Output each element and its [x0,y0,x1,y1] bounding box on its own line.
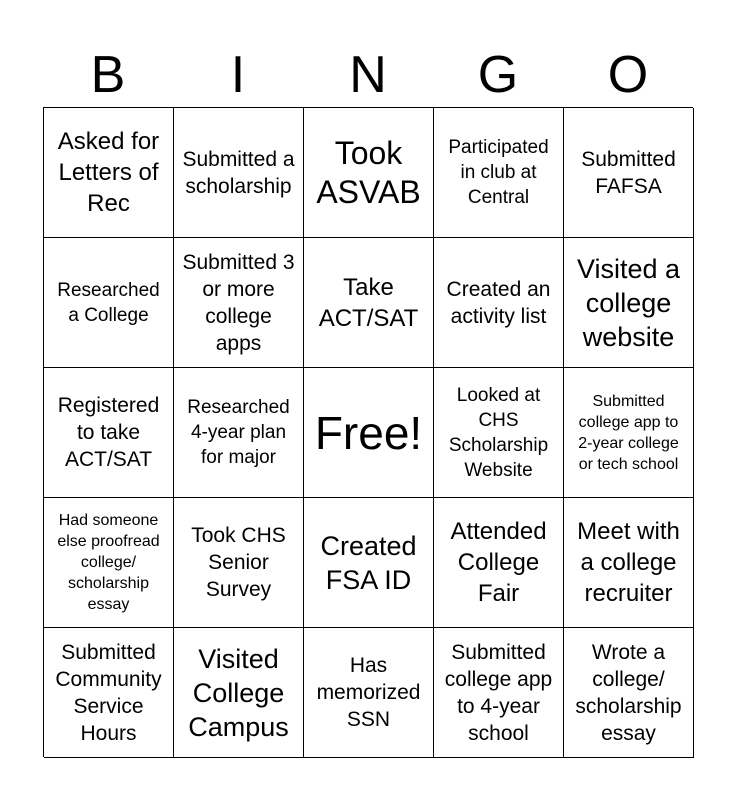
bingo-cell[interactable] [304,238,434,368]
bingo-cell[interactable] [304,498,434,628]
bingo-cell[interactable] [564,108,694,238]
bingo-cell-free[interactable] [304,368,434,498]
cell-text: Visited a college website [576,253,681,352]
bingo-cell[interactable] [564,498,694,628]
bingo-cell[interactable] [564,368,694,498]
cell-text: Submitted a scholarship [182,147,295,198]
bingo-cell[interactable] [434,628,564,758]
bingo-cell[interactable] [434,498,564,628]
bingo-cell[interactable] [564,628,694,758]
bingo-cell[interactable] [44,628,174,758]
header-letter-n: N [349,46,387,104]
bingo-cell[interactable] [44,498,174,628]
cell-text: Took CHS Senior Survey [191,524,286,601]
bingo-cell[interactable] [174,628,304,758]
bingo-header [43,44,693,106]
cell-text: Created FSA ID [320,530,417,595]
bingo-cell[interactable] [174,368,304,498]
cell-text: Looked at CHS Scholarship Website [448,384,549,481]
bingo-cell[interactable] [434,108,564,238]
cell-text: Took ASVAB [316,134,421,210]
bingo-cell[interactable] [44,108,174,238]
cell-text: Wrote a college/ scholarship essay [575,640,682,745]
cell-text: Submitted college app to 4-year school [444,640,553,745]
cell-text: Participated in club at Central [448,137,549,208]
bingo-cell[interactable] [174,238,304,368]
cell-text: Researched a College [57,279,160,326]
cell-text: Attended College Fair [450,518,547,607]
cell-text: Has memorized SSN [316,654,421,731]
cell-text: Created an activity list [446,277,551,328]
cell-text: Had someone else proofread college/ scholarship essay [57,512,160,613]
cell-text: Visited College Campus [188,643,289,742]
cell-text: Meet with a college recruiter [577,518,680,607]
bingo-cell[interactable] [304,108,434,238]
bingo-cell[interactable] [434,368,564,498]
header-letter-b: B [90,46,126,104]
bingo-cell[interactable] [564,238,694,368]
header-letter-i: I [230,46,246,104]
bingo-cell[interactable] [174,498,304,628]
cell-text: Submitted Community Service Hours [55,640,162,745]
bingo-cell[interactable] [434,238,564,368]
bingo-cell[interactable] [44,238,174,368]
bingo-grid [43,107,693,757]
cell-text: Registered to take ACT/SAT [57,394,160,471]
free-space-text: Free! [314,406,423,459]
bingo-cell[interactable] [44,368,174,498]
header-letter-g: G [477,46,519,104]
bingo-cell[interactable] [304,628,434,758]
cell-text: Take ACT/SAT [318,273,419,332]
header-letter-o: O [607,46,649,104]
bingo-cell[interactable] [174,108,304,238]
cell-text: Asked for Letters of Rec [57,128,160,217]
cell-text: Submitted college app to 2-year college or tech school [578,392,679,473]
cell-text: Researched 4-year plan for major [187,397,290,468]
cell-text: Submitted FAFSA [581,147,676,198]
cell-text: Submitted 3 or more college apps [182,250,295,355]
